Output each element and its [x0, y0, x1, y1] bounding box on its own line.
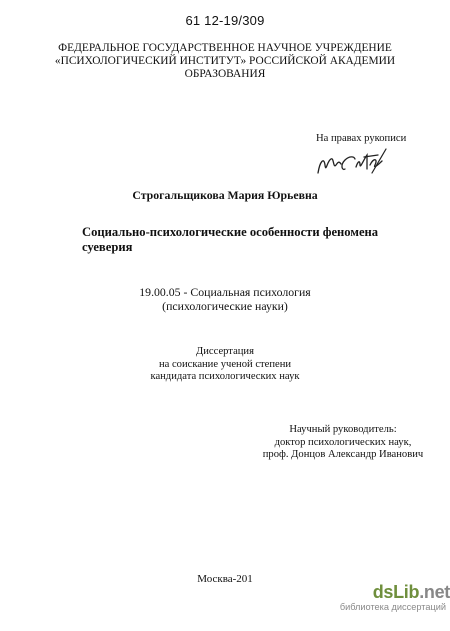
institution-line: «ПСИХОЛОГИЧЕСКИЙ ИНСТИТУТ» РОССИЙСКОЙ АКАДЕМИИ	[54, 55, 396, 67]
specialty-code: 19.00.05 - Социальная психология	[139, 285, 311, 299]
specialty-field: (психологические науки)	[162, 299, 288, 313]
institution-line: ФЕДЕРАЛЬНОЕ ГОСУДАРСТВЕННОЕ НАУЧНОЕ УЧРЕЖДЕНИЕ	[58, 42, 392, 54]
watermark-logo[interactable]	[338, 583, 450, 601]
watermark[interactable]	[338, 583, 450, 613]
rights-note: На правах рукописи	[316, 133, 407, 144]
brand-net: .net	[419, 582, 450, 602]
institution-name	[0, 42, 450, 81]
watermark-tagline: библиотека диссертаций	[339, 602, 446, 612]
brand-lib: Lib	[393, 582, 420, 602]
supervisor-name: проф. Донцов Александр Иванович	[262, 449, 424, 460]
dissertation-degree	[0, 346, 450, 384]
supervisor-degree: доктор психологических наук,	[274, 436, 412, 448]
brand-ds: ds	[372, 582, 394, 602]
specialty	[0, 285, 450, 313]
city-year: Москва-201	[197, 573, 253, 585]
author-name: Строгальщикова Мария Юрьевна	[132, 188, 318, 202]
supervisor-label: Научный руководитель:	[289, 424, 397, 435]
degree-line: кандидата психологических наук	[150, 371, 300, 382]
handwritten-signature-icon	[312, 143, 394, 183]
catalog-code: 61 12-19/309	[185, 13, 265, 28]
degree-line: Диссертация	[196, 346, 254, 357]
title-line: суеверия	[82, 240, 133, 254]
institution-line: ОБРАЗОВАНИЯ	[184, 68, 266, 80]
title-line: Социально-психологические особенности феномена	[82, 225, 379, 239]
supervisor-block	[258, 424, 428, 462]
degree-line: на соискание ученой степени	[158, 358, 292, 370]
dissertation-title	[82, 225, 412, 255]
